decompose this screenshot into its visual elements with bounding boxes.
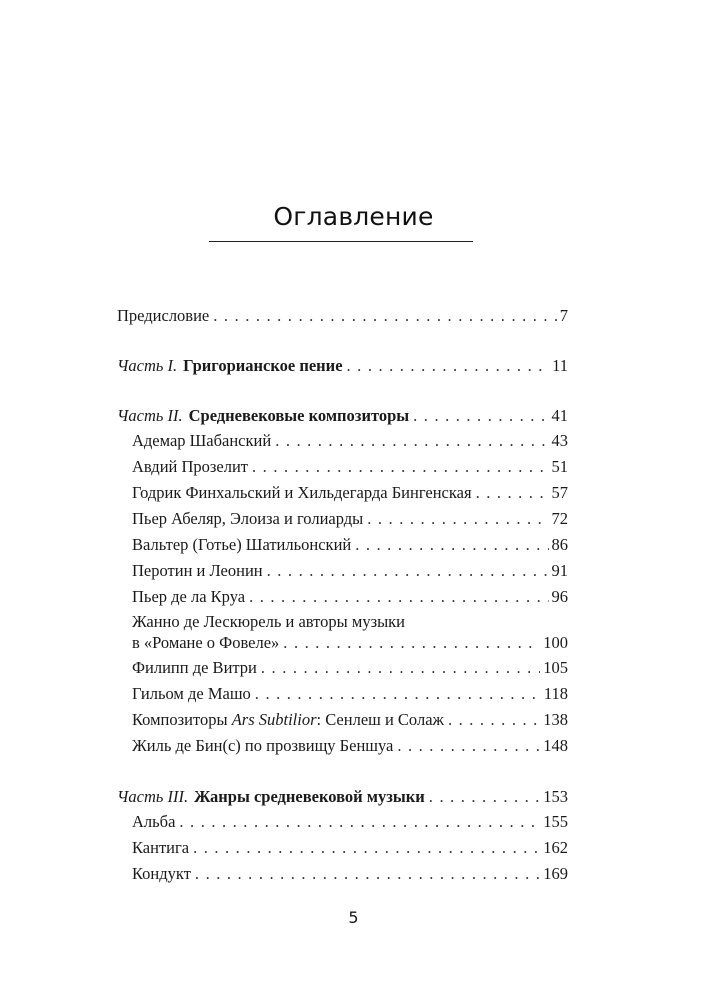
dot-leader bbox=[355, 535, 548, 555]
toc-page-number: 162 bbox=[543, 838, 568, 857]
dot-leader bbox=[283, 633, 540, 653]
toc-page-number: 91 bbox=[551, 561, 568, 580]
dot-leader bbox=[255, 684, 541, 704]
toc-entry[interactable] bbox=[132, 838, 568, 858]
dot-leader bbox=[397, 736, 540, 756]
toc-entry[interactable] bbox=[132, 561, 568, 581]
toc-part-1[interactable] bbox=[117, 356, 568, 376]
toc-entry[interactable] bbox=[132, 509, 568, 529]
label-prefix: Композиторы bbox=[132, 710, 232, 729]
page-title: Оглавление bbox=[273, 202, 434, 231]
part-label: Часть III. bbox=[117, 787, 189, 806]
dot-leader bbox=[195, 864, 540, 884]
toc-entry[interactable] bbox=[132, 633, 568, 653]
toc-entry-label: Кондукт bbox=[132, 864, 191, 883]
toc-page-number: 105 bbox=[543, 658, 568, 677]
toc-page-number: 153 bbox=[543, 787, 568, 806]
dot-leader bbox=[448, 710, 540, 730]
dot-leader bbox=[275, 431, 548, 451]
part-label: Часть II. bbox=[117, 406, 183, 425]
toc-entry[interactable] bbox=[132, 587, 568, 607]
dot-leader bbox=[413, 406, 548, 426]
toc-page-number: 43 bbox=[551, 431, 568, 450]
toc-part-3[interactable] bbox=[117, 787, 568, 807]
toc-entry-line1[interactable]: Жанно де Лескюрель и авторы музыки bbox=[132, 612, 406, 631]
toc-page-number: 57 bbox=[551, 483, 568, 502]
toc-entry-label: Пьер де ла Круа bbox=[132, 587, 246, 606]
toc-page-number: 11 bbox=[552, 356, 568, 375]
toc-entry[interactable] bbox=[132, 431, 568, 451]
toc-page-number: 169 bbox=[543, 864, 568, 883]
toc-entry[interactable] bbox=[132, 483, 568, 503]
dot-leader bbox=[367, 509, 548, 529]
toc-page-number: 41 bbox=[551, 406, 568, 425]
dot-leader bbox=[476, 483, 549, 503]
toc-page-number: 118 bbox=[543, 684, 568, 703]
toc-page-number: 72 bbox=[551, 509, 568, 528]
toc-page-number: 148 bbox=[543, 736, 568, 755]
toc-entry-label: Жиль де Бин(с) по прозвищу Беншуа bbox=[132, 736, 394, 755]
toc-entry[interactable] bbox=[132, 658, 568, 678]
toc-part-heading bbox=[117, 787, 425, 807]
title-rule bbox=[209, 241, 473, 242]
dot-leader bbox=[249, 587, 548, 607]
toc-page-number: 138 bbox=[543, 710, 568, 729]
toc-entry[interactable] bbox=[132, 535, 568, 555]
toc-entry-preface[interactable] bbox=[117, 306, 568, 326]
toc-entry-label bbox=[132, 710, 444, 730]
toc-entry-label: Гильом де Машо bbox=[132, 684, 251, 703]
label-suffix: : Сенлеш и Солаж bbox=[316, 710, 444, 729]
label-italic: Ars Subtilior bbox=[231, 710, 317, 729]
toc-part-heading bbox=[117, 356, 343, 376]
dot-leader bbox=[429, 787, 540, 807]
toc-entry-label: Адемар Шабанский bbox=[132, 431, 272, 450]
toc-entry[interactable] bbox=[132, 864, 568, 884]
part-label: Часть I. bbox=[117, 356, 178, 375]
toc-entry[interactable] bbox=[132, 812, 568, 832]
toc-entry-label: Перотин и Леонин bbox=[132, 561, 263, 580]
part-title: Жанры средневековой музыки bbox=[194, 787, 425, 806]
toc-entry[interactable] bbox=[132, 736, 568, 756]
dot-leader bbox=[193, 838, 540, 858]
toc-entry-label: Авдий Прозелит bbox=[132, 457, 249, 476]
page-number: 5 bbox=[348, 908, 359, 927]
toc-entry[interactable] bbox=[132, 684, 568, 704]
toc-page-number: 51 bbox=[551, 457, 568, 476]
toc-page-number: 7 bbox=[559, 306, 568, 325]
toc-page-number: 86 bbox=[551, 535, 568, 554]
toc-page-number: 100 bbox=[543, 633, 568, 652]
dot-leader bbox=[252, 457, 548, 477]
toc-entry-label: Филипп де Витри bbox=[132, 658, 257, 677]
dot-leader bbox=[213, 306, 557, 326]
toc-entry-label: Вальтер (Готье) Шатильонский bbox=[132, 535, 352, 554]
toc-page-number: 155 bbox=[543, 812, 568, 831]
toc-entry-label: Кантига bbox=[132, 838, 190, 857]
toc-page-number: 96 bbox=[551, 587, 568, 606]
toc-entry[interactable] bbox=[132, 457, 568, 477]
toc-entry-label: Альба bbox=[132, 812, 176, 831]
toc-entry-label: в «Романе о Фовеле» bbox=[132, 633, 280, 652]
toc-part-heading bbox=[117, 406, 409, 426]
part-title: Григорианское пение bbox=[183, 356, 343, 375]
toc-entry-label: Предисловие bbox=[117, 306, 210, 325]
toc-entry-label: Годрик Финхальский и Хильдегарда Бингенская bbox=[132, 483, 472, 502]
toc-entry[interactable] bbox=[132, 710, 568, 730]
dot-leader bbox=[179, 812, 540, 832]
dot-leader bbox=[267, 561, 549, 581]
toc-part-2[interactable] bbox=[117, 406, 568, 426]
toc-entry-label: Пьер Абеляр, Элоиза и голиарды bbox=[132, 509, 364, 528]
dot-leader bbox=[261, 658, 540, 678]
dot-leader bbox=[347, 356, 550, 376]
part-title: Средневековые композиторы bbox=[188, 406, 410, 425]
